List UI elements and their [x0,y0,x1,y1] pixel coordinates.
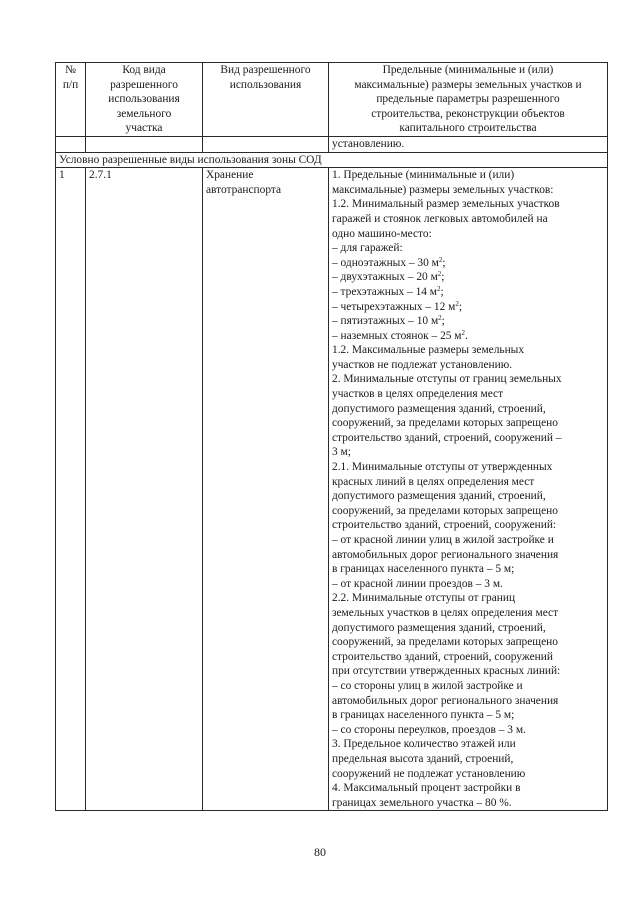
param-text: строительство зданий, строений, сооружений – [332,431,562,444]
param-text: красных линий в целях определения мест [332,475,535,488]
param-text: допустимого размещения зданий, строений, [332,402,546,415]
header-code: Код вида разрешенного использования земельного участка [86,63,203,137]
section-title: Условно разрешенные виды использования зоны СОД [56,152,608,168]
param-line [332,723,604,738]
line-suffix: ; [441,271,445,284]
param-line [332,504,604,519]
param-line [332,168,604,183]
param-text: сооружений, за пределами которых запрещено [332,417,558,430]
param-line [332,548,604,563]
param-line [332,606,604,621]
section-row [56,152,608,168]
param-text: в границах населенного пункта – 5 м; [332,709,515,722]
param-text: – трехэтажных – 14 м [332,285,438,298]
param-line [332,694,604,709]
param-text: допустимого размещения зданий, строений, [332,621,546,634]
param-text: при отсутствии утвержденных красных линий: [332,665,561,678]
square-superscript: 2 [437,270,442,279]
param-text: – со стороны переулков, проездов – 3 м. [332,723,526,736]
param-text: – наземных стоянок – 25 м [332,329,462,342]
param-line [332,664,604,679]
param-text: участков не подлежат установлению. [332,358,513,371]
row-code: 2.7.1 [86,168,203,811]
param-line [332,431,604,446]
param-line [332,212,604,227]
param-line [332,577,604,592]
param-text: 1.2. Максимальные размеры земельных [332,344,525,357]
param-line [332,372,604,387]
param-line [332,621,604,636]
param-line [332,445,604,460]
header-params: Предельные (минимальные и (или) максимальные) размеры земельных участков и предельные параметры разрешенного строительства, реконструкции объектов капитального строительства [329,63,608,137]
param-text: – двухэтажных – 20 м [332,271,438,284]
param-text: – четырехэтажных – 12 м [332,300,456,313]
param-line [332,329,604,344]
param-text: – со стороны улиц в жилой застройке и [332,679,523,692]
param-text: одно машино-место: [332,227,432,240]
param-text: сооружений, за пределами которых запрещено [332,504,558,517]
param-text: – для гаражей: [332,242,403,255]
param-text: 2. Минимальные отступы от границ земельных [332,373,562,386]
square-superscript: 2 [437,284,441,293]
line-suffix: ; [441,315,445,328]
param-line [332,591,604,606]
param-line [332,387,604,402]
param-line [332,533,604,548]
param-line [332,635,604,650]
param-text: сооружений не подлежат установлению [332,767,526,780]
param-text: 2.1. Минимальные отступы от утвержденных [332,461,553,474]
line-suffix: . [465,329,468,342]
param-line [332,679,604,694]
row-kind: Хранение автотранспорта [203,168,329,811]
param-line [332,752,604,767]
param-line [332,416,604,431]
param-text: строительство зданий, строений, сооружений [332,650,553,663]
param-line [332,562,604,577]
param-line [332,285,604,300]
param-line [332,475,604,490]
cell [56,136,86,152]
param-text: допустимого размещения зданий, строений, [332,490,546,503]
param-text: земельных участков в целях определения мест [332,606,559,619]
param-line [332,796,604,811]
line-suffix: ; [458,300,462,313]
param-text: строительство зданий, строений, сооружений: [332,519,557,532]
param-line [332,737,604,752]
param-line [332,358,604,373]
line-suffix: ; [440,285,444,298]
zoning-table [55,62,608,811]
param-text: 2.2. Минимальные отступы от границ [332,592,516,605]
param-text: 3. Предельное количество этажей или [332,738,516,751]
param-line [332,300,604,315]
param-text: автомобильных дорог регионального значения [332,694,559,707]
param-text: предельная высота зданий, строений, [332,752,514,765]
param-text: гаражей и стоянок легковых автомобилей на [332,212,548,225]
table-header-row [56,63,608,137]
square-superscript: 2 [438,255,443,264]
param-text: – пятиэтажных – 10 м [332,315,439,328]
param-line [332,518,604,533]
param-line [332,781,604,796]
page-number: 80 [314,845,326,859]
square-superscript: 2 [438,314,442,323]
row-number: 1 [56,168,86,811]
param-line [332,489,604,504]
param-line [332,183,604,198]
param-line [332,767,604,782]
param-line [332,227,604,242]
table-row [56,168,608,811]
cell [203,136,329,152]
square-superscript: 2 [461,328,466,337]
param-text: 3 м; [332,446,351,459]
param-text: – от красной линии улиц в жилой застройке и [332,534,554,546]
continuation-text: установлению. [329,136,608,152]
param-text: автомобильных дорог регионального значения [332,548,559,561]
continuation-row [56,136,608,152]
param-text: 1. Предельные (минимальные и (или) [332,169,515,182]
param-text: – от красной линии проездов – 3 м. [332,577,503,590]
square-superscript: 2 [455,299,459,308]
param-text: границах земельного участка – 80 %. [332,796,512,809]
param-text: – одноэтажных – 30 м [332,256,439,269]
row-params [329,168,608,811]
header-number: № п/п [56,63,86,137]
param-text: в границах населенного пункта – 5 м; [332,563,515,576]
param-line [332,241,604,256]
param-line [332,197,604,212]
param-line [332,256,604,271]
cell [86,136,203,152]
param-text: 1.2. Минимальный размер земельных участков [332,198,560,211]
param-text: 4. Максимальный процент застройки в [332,782,521,795]
param-text: участков в целях определения мест [332,388,504,401]
line-suffix: ; [442,256,446,269]
param-line [332,460,604,475]
param-line [332,343,604,358]
param-line [332,650,604,665]
header-kind: Вид разрешенного использования [203,63,329,137]
param-line [332,314,604,329]
param-text: сооружений, за пределами которых запрещено [332,636,558,649]
param-line [332,270,604,285]
param-line [332,402,604,417]
param-line [332,708,604,723]
param-text: максимальные) размеры земельных участков: [332,183,554,196]
